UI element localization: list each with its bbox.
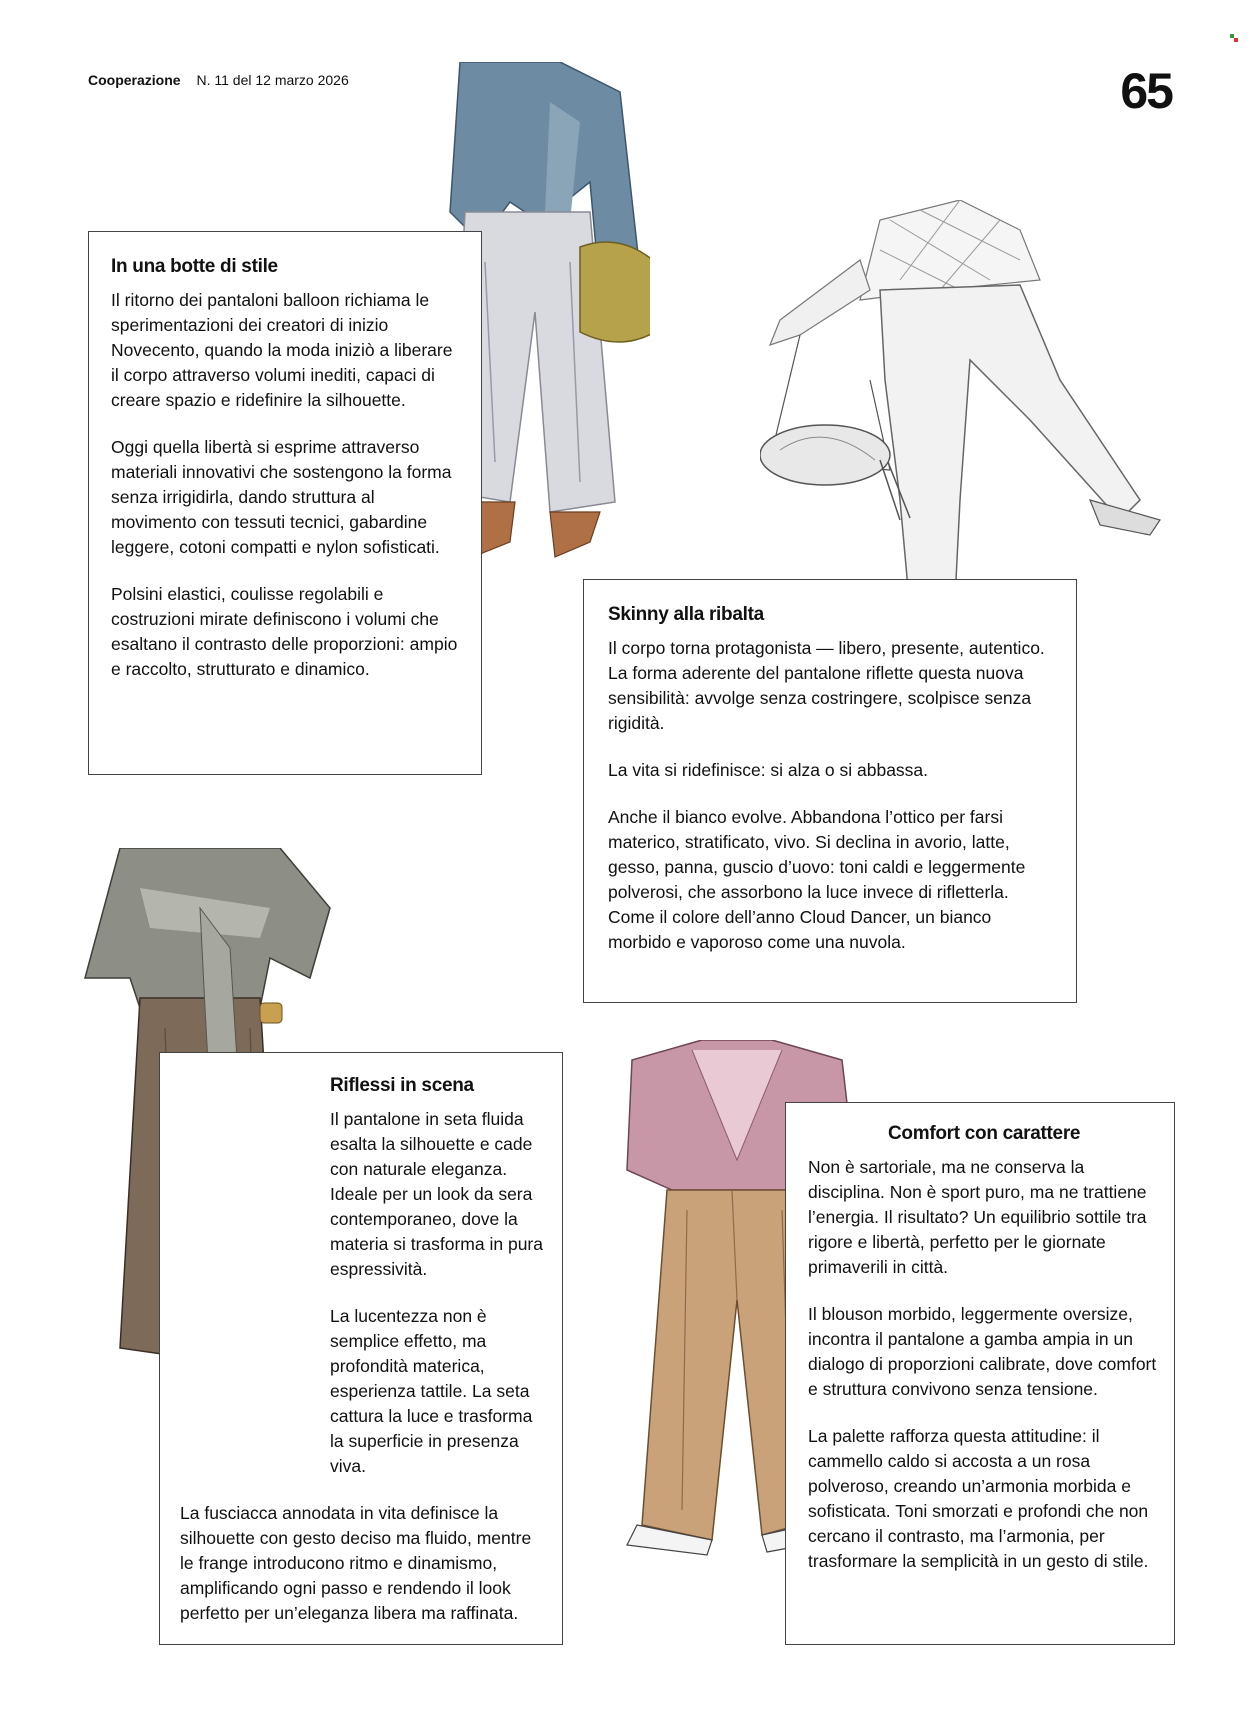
section-silk-trousers	[159, 1052, 563, 1645]
section-paragraph: Oggi quella libertà si esprime attraverso materiali innovativi che sostengono la forma senza irrigidirla, dando struttura al movimento con tessuti tecnici, gabardine leggere, cotoni compatti e nylon sofisticati.	[111, 437, 452, 557]
section-skinny-trousers	[583, 579, 1077, 1003]
section-comfort-outfit	[785, 1102, 1175, 1645]
section-balloon-trousers	[88, 231, 482, 775]
section-title: Skinny alla ribalta	[608, 604, 764, 625]
issue-info: N. 11 del 12 marzo 2026	[196, 72, 349, 88]
corner-mark-icon	[1230, 34, 1238, 42]
section-paragraph: Polsini elastici, coulisse regolabili e costruzioni mirate definiscono i volumi che esaltano il contrasto delle proporzioni: ampio e raccolto, strutturato e dinamico.	[111, 584, 458, 679]
section-paragraph: La fusciacca annodata in vita definisce la silhouette con gesto deciso ma fluido, mentre le frange introducono ritmo e dinamismo, amplificando ogni passo e rendendo il look perfetto per un’eleganza libera ma raffinata.	[180, 1503, 532, 1623]
section-paragraph: Anche il bianco evolve. Abbandona l’ottico per farsi materico, stratificato, vivo. Si declina in avorio, latte, gesso, panna, guscio d’uovo: toni caldi e leggermente polverosi, che assorbono la luce invece di rifletterla. Come il colore dell’anno Cloud Dancer, un bianco morbido e vaporoso come una nuvola.	[608, 807, 1026, 952]
section-paragraph: La vita si ridefinisce: si alza o si abbassa.	[608, 760, 929, 780]
section-paragraph: La palette rafforza questa attitudine: il cammello caldo si accosta a un rosa polveroso, creando un’armonia morbida e sofisticata. Toni smorzati e profondi che non cercano il contrasto, ma l’armonia, per trasformare la semplicità in un gesto di stile.	[808, 1426, 1149, 1571]
section-paragraph: Il ritorno dei pantaloni balloon richiama le sperimentazioni dei creatori di inizio Novecento, quando la moda iniziò a liberare il corpo attraverso volumi inediti, capaci di creare spazio e ridefinire la silhouette.	[111, 290, 453, 410]
section-title: Riflessi in scena	[330, 1075, 474, 1096]
section-paragraph: Il pantalone in seta fluida esalta la silhouette e cade con naturale eleganza. Ideale per un look da sera contemporaneo, dove la materia si trasforma in pura espressività.	[330, 1109, 543, 1279]
section-paragraph: Il corpo torna protagonista — libero, presente, autentico. La forma aderente del pantalone riflette questa nuova sensibilità: avvolge senza costringere, scolpisce senza rigidità.	[608, 638, 1045, 733]
publication-name: Cooperazione	[88, 72, 181, 88]
section-title: Comfort con carattere	[888, 1123, 1081, 1144]
section-paragraph: Non è sartoriale, ma ne conserva la disciplina. Non è sport puro, ma ne trattiene l’energia. Il risultato? Un equilibrio sottile tra rigore e libertà, perfetto per le giornate primaverili in città.	[808, 1157, 1147, 1277]
section-paragraph: Il blouson morbido, leggermente oversize, incontra il pantalone a gamba ampia in un dialogo di proporzioni calibrate, dove comfort e struttura convivono senza tensione.	[808, 1304, 1157, 1399]
section-paragraph: La lucentezza non è semplice effetto, ma profondità materica, esperienza tattile. La seta cattura la luce e trasforma la superficie in presenza viva.	[330, 1306, 533, 1476]
masthead	[88, 72, 349, 88]
page-number: 65	[1120, 63, 1172, 119]
section-title: In una botte di stile	[111, 256, 278, 277]
